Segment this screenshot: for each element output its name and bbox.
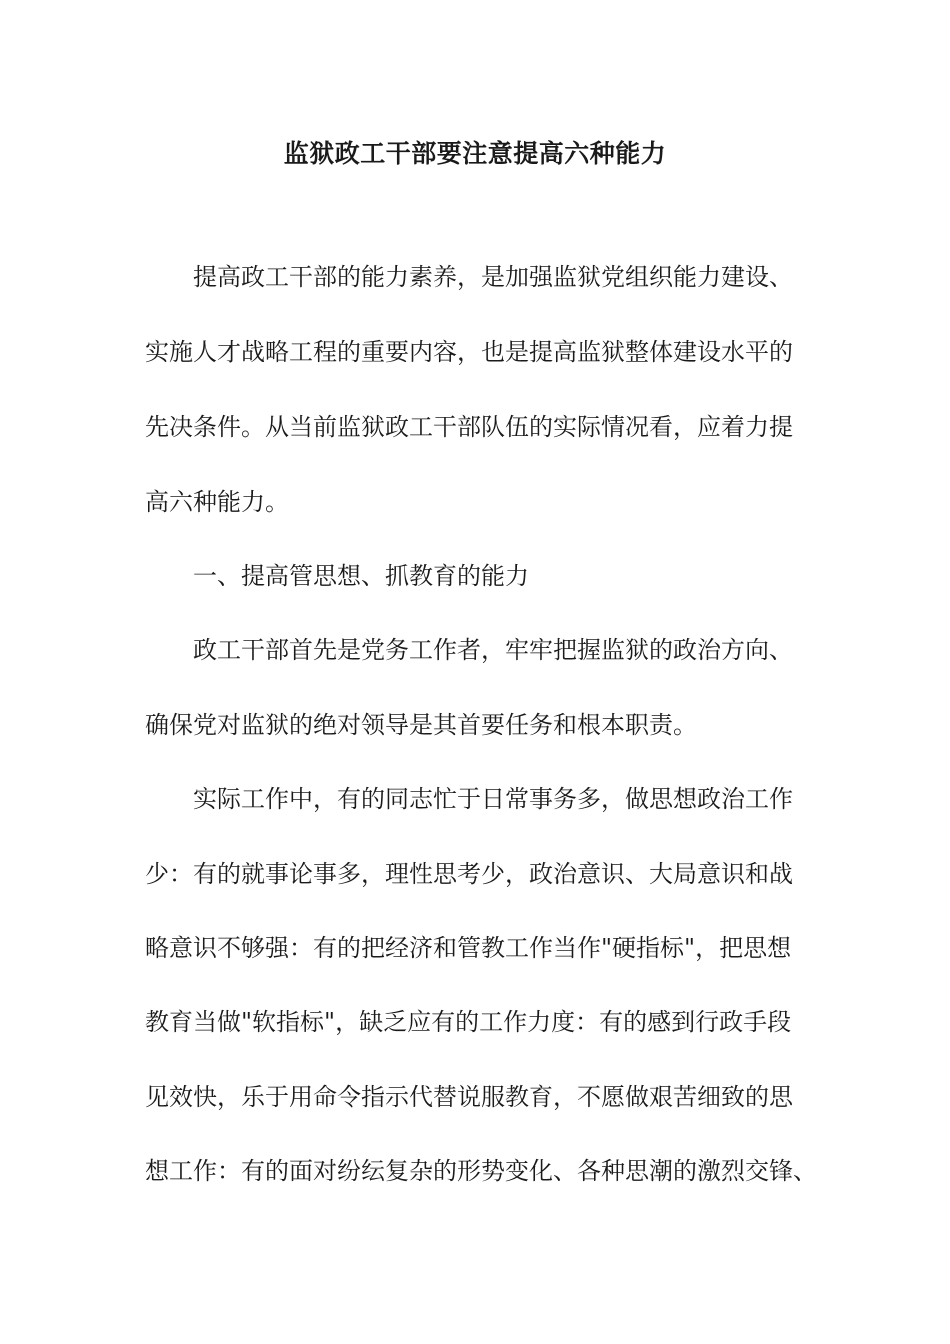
paragraph-line: 实际工作中，有的同志忙于日常事务多，做思想政治工作 <box>193 785 793 813</box>
paragraph-line: 提高政工干部的能力素养，是加强监狱党组织能力建设、 <box>193 263 793 291</box>
paragraph-line: 确保党对监狱的绝对领导是其首要任务和根本职责。 <box>145 711 697 739</box>
paragraph-line: 高六种能力。 <box>145 488 289 516</box>
document-title: 监狱政工干部要注意提高六种能力 <box>283 139 667 168</box>
paragraph-line: 政工干部首先是党务工作者，牢牢把握监狱的政治方向、 <box>193 636 793 664</box>
paragraph-line: 先决条件。从当前监狱政工干部队伍的实际情况看，应着力提 <box>145 413 793 441</box>
paragraph-line: 教育当做"软指标"，缺乏应有的工作力度：有的感到行政手段 <box>145 1008 792 1036</box>
section-heading: 一、提高管思想、抓教育的能力 <box>193 562 529 590</box>
paragraph-line: 想工作：有的面对纷纭复杂的形势变化、各种思潮的激烈交锋、 <box>145 1157 817 1185</box>
paragraph-line: 少：有的就事论事多，理性思考少，政治意识、大局意识和战 <box>145 860 793 888</box>
paragraph-line: 见效快，乐于用命令指示代替说服教育，不愿做艰苦细致的思 <box>145 1083 793 1111</box>
paragraph-line: 略意识不够强：有的把经济和管教工作当作"硬指标"，把思想 <box>145 934 792 962</box>
paragraph-line: 实施人才战略工程的重要内容，也是提高监狱整体建设水平的 <box>145 338 793 366</box>
